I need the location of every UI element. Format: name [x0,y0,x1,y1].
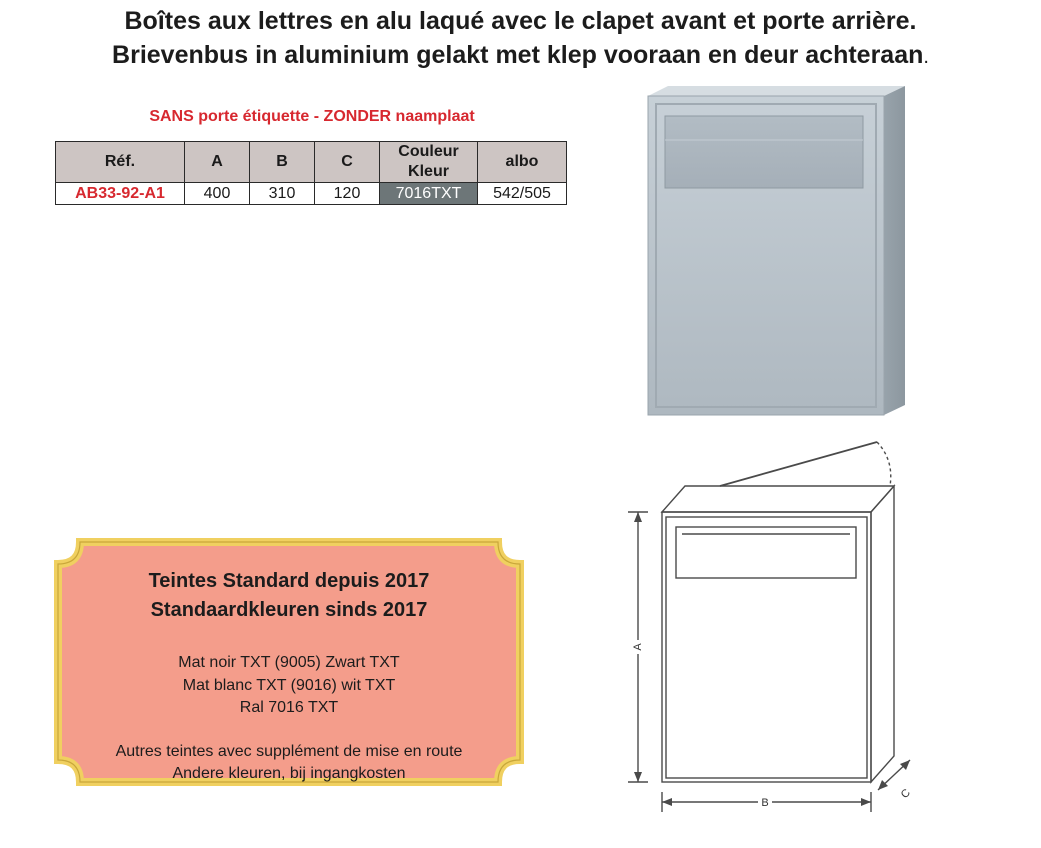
cell-albo: 542/505 [478,183,567,205]
drawing-flap-arc [877,442,891,486]
plaque-title-nl: Standaardkleuren sinds 2017 [150,599,428,621]
mailbox-side [884,86,905,415]
page-title-nl [0,40,1041,72]
plaque-color-2: Mat blanc TXT (9016) wit TXT [182,677,396,694]
drawing-side [871,486,894,782]
drawing-inner-frame [666,517,867,778]
plaque-color-3: Ral 7016 TXT [239,699,339,716]
drawing-open-flap [720,442,877,486]
arrow-a-top [634,512,642,522]
label-a: A [631,643,644,651]
header-couleur: Couleur [398,143,459,160]
header-ref: Réf. [56,142,185,183]
label-c: C [898,786,913,801]
page-title-fr: Boîtes aux lettres en alu laqué avec le clapet avant et porte arrière. [124,7,917,35]
page-title-nl-dot: . [923,46,929,68]
drawing-top [662,486,894,512]
plaque-title-fr: Teintes Standard depuis 2017 [148,570,430,592]
page-title-nl-text: Brievenbus in aluminium gelakt met klep vooraan en deur achteraan [112,41,924,69]
dimension-drawing [610,430,990,835]
cell-b: 310 [250,183,315,205]
cell-ref: AB33-92-A1 [56,183,185,205]
label-b: B [761,797,769,809]
spec-table [55,141,567,205]
header-color [380,142,478,183]
mailbox-photo [626,80,916,425]
header-kleur: Kleur [408,163,449,180]
cell-c: 120 [315,183,380,205]
plaque-note-nl: Andere kleuren, bij ingangkosten [172,765,406,782]
arrow-a-bottom [634,772,642,782]
cell-a: 400 [185,183,250,205]
header-c: C [315,142,380,183]
table-caption: SANS porte étiquette - ZONDER naamplaat [149,108,475,125]
mailbox-flap [665,116,863,188]
mailbox-top [648,86,905,96]
plaque-note-fr: Autres teintes avec supplément de mise en route [115,743,463,760]
table-row [56,183,567,205]
header-b: B [250,142,315,183]
cell-color: 7016TXT [380,183,478,205]
table-header-row [56,142,567,183]
drawing-front [662,512,871,782]
header-albo: albo [478,142,567,183]
plaque-color-1: Mat noir TXT (9005) Zwart TXT [178,654,400,671]
arrow-b-right [861,798,871,806]
header-a: A [185,142,250,183]
arrow-b-left [662,798,672,806]
